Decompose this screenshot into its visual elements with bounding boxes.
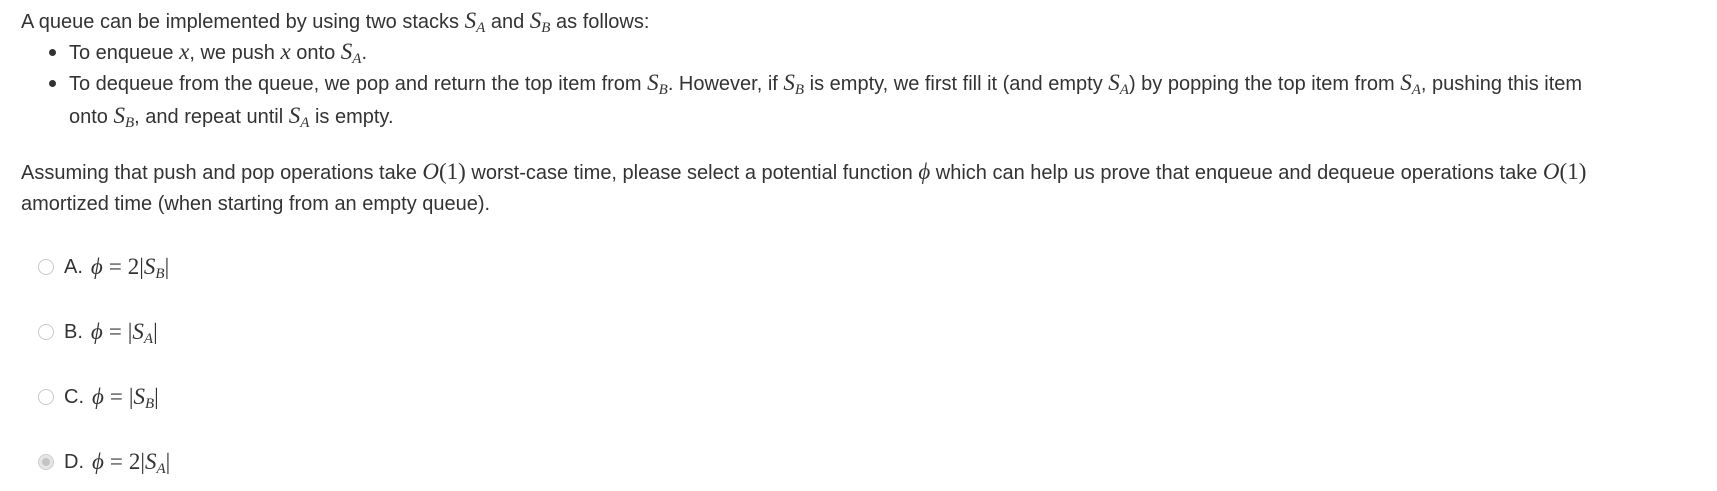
math-big-o: O bbox=[422, 159, 440, 184]
math-stack-a: $S_A$ bbox=[340, 39, 362, 67]
question-intro: A queue can be implemented by using two stacks $S_A$ and $S_B$ as follows: bbox=[21, 8, 650, 36]
bullet-item-dequeue-cont: onto $S_B$, and repeat until $S_A$ is empty. bbox=[69, 103, 394, 131]
option-d[interactable]: D. ϕ = 2 | $S_A$ | bbox=[38, 447, 170, 477]
math-x: x bbox=[280, 39, 291, 64]
math-stack-a: $S_A$ bbox=[288, 103, 310, 131]
question-paragraph-line1: Assuming that push and pop operations take O(1) worst-case time, please select a potential function ϕ which can help us prove that enqueue and dequeue operations take O(1) bbox=[21, 159, 1587, 184]
question-paragraph-line2: amortized time (when starting from an empty queue). bbox=[21, 193, 491, 215]
math-x: x bbox=[179, 39, 190, 64]
math-stack-a: $S_A$ bbox=[464, 8, 486, 36]
math-phi: ϕ bbox=[918, 159, 931, 184]
math-stack-b: $S_B$ bbox=[113, 103, 135, 131]
math-stack-b: $S_B$ bbox=[783, 70, 805, 98]
option-b[interactable]: B. ϕ = | $S_A$ | bbox=[38, 317, 158, 347]
bullet-dot bbox=[49, 49, 56, 56]
option-a[interactable]: A. ϕ = 2 | $S_B$ | bbox=[38, 252, 169, 282]
radio-button-selected[interactable] bbox=[38, 454, 54, 470]
bullet-dot bbox=[49, 80, 56, 87]
radio-button[interactable] bbox=[38, 389, 54, 405]
radio-button[interactable] bbox=[38, 259, 54, 275]
math-stack-b: $S_B$ bbox=[647, 70, 668, 98]
option-c[interactable]: C. ϕ = | $S_B$ | bbox=[38, 382, 159, 412]
radio-button[interactable] bbox=[38, 324, 54, 340]
bullet-item-dequeue: To dequeue from the queue, we pop and return the top item from $S_B$. However, if $S_B$ is empty, we first fill it (and empty $S_A$) by popping the top item from $S_A$, pushing this item bbox=[69, 70, 1583, 98]
math-big-o: O bbox=[1542, 159, 1560, 184]
math-stack-a: $S_A$ bbox=[1400, 70, 1421, 98]
math-stack-a: $S_A$ bbox=[1108, 70, 1129, 98]
bullet-item-enqueue: To enqueue x, we push x onto $S_A$. bbox=[69, 39, 368, 67]
math-stack-b: $S_B$ bbox=[529, 8, 551, 36]
